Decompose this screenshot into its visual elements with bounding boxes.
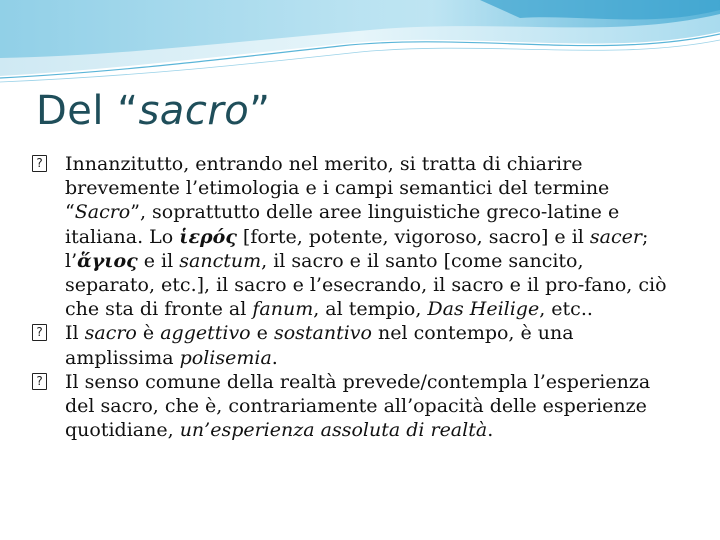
- text-segment: sacer: [589, 225, 642, 248]
- text-segment: Sacro: [74, 201, 131, 224]
- text-segment: ”, soprattutto delle aree linguistiche greco-latine e italiana. Lo: [65, 201, 620, 248]
- slide-title: [36, 88, 270, 134]
- text-segment: sostantivo: [273, 322, 372, 345]
- text-segment: ἅγιος: [77, 249, 138, 272]
- bullet-placeholder-icon: ?: [32, 155, 47, 172]
- bullet-placeholder-icon: ?: [32, 373, 47, 390]
- bullet-paragraph: [32, 321, 672, 369]
- text-segment: sanctum: [179, 249, 262, 272]
- bullet-paragraph: [32, 370, 672, 443]
- text-segment: è: [136, 322, 161, 345]
- text-segment: [forte, potente, vigoroso, sacro] e il: [236, 225, 590, 248]
- text-segment: un’esperienza assoluta di realtà: [179, 419, 488, 442]
- bullet-placeholder-icon: ?: [32, 324, 47, 341]
- text-segment: , etc..: [539, 298, 593, 321]
- text-segment: sacro: [84, 322, 137, 345]
- text-segment: e: [250, 322, 274, 345]
- title-prefix: Del “: [36, 88, 139, 134]
- text-segment: ; l’: [65, 225, 649, 272]
- slide-body: [32, 152, 672, 442]
- text-segment: .: [271, 346, 278, 369]
- text-segment: nel contempo, è una amplissima: [65, 322, 574, 369]
- text-segment: , al tempio,: [313, 298, 428, 321]
- text-segment: Innanzitutto, entrando nel merito, si tratta di chiarire brevemente l’etimologia e i campi semantici del termine “: [65, 153, 610, 224]
- title-emphasis: sacro: [138, 88, 250, 134]
- text-segment: aggettivo: [160, 322, 251, 345]
- title-suffix: ”: [249, 88, 271, 134]
- text-segment: Il: [65, 322, 85, 345]
- text-segment: Il senso comune della realtà prevede/contempla l’esperienza del sacro, che è, contrariamente all’opacità delle esperienze quotidiane,: [65, 370, 651, 442]
- text-segment: e il: [137, 249, 180, 272]
- text-segment: .: [487, 419, 494, 442]
- text-segment: fanum: [252, 298, 314, 321]
- text-segment: Das Heilige: [427, 298, 540, 321]
- bullet-paragraph: [32, 152, 672, 321]
- header-wave-decoration: [0, 0, 720, 90]
- text-segment: polisemia: [179, 346, 272, 369]
- text-segment: , il sacro e il santo [come sancito, separato, etc.], il sacro e l’esecrando, il sacro e il pro-fano, ciò che sta di fronte al: [65, 249, 667, 321]
- text-segment: ἱερός: [179, 225, 237, 248]
